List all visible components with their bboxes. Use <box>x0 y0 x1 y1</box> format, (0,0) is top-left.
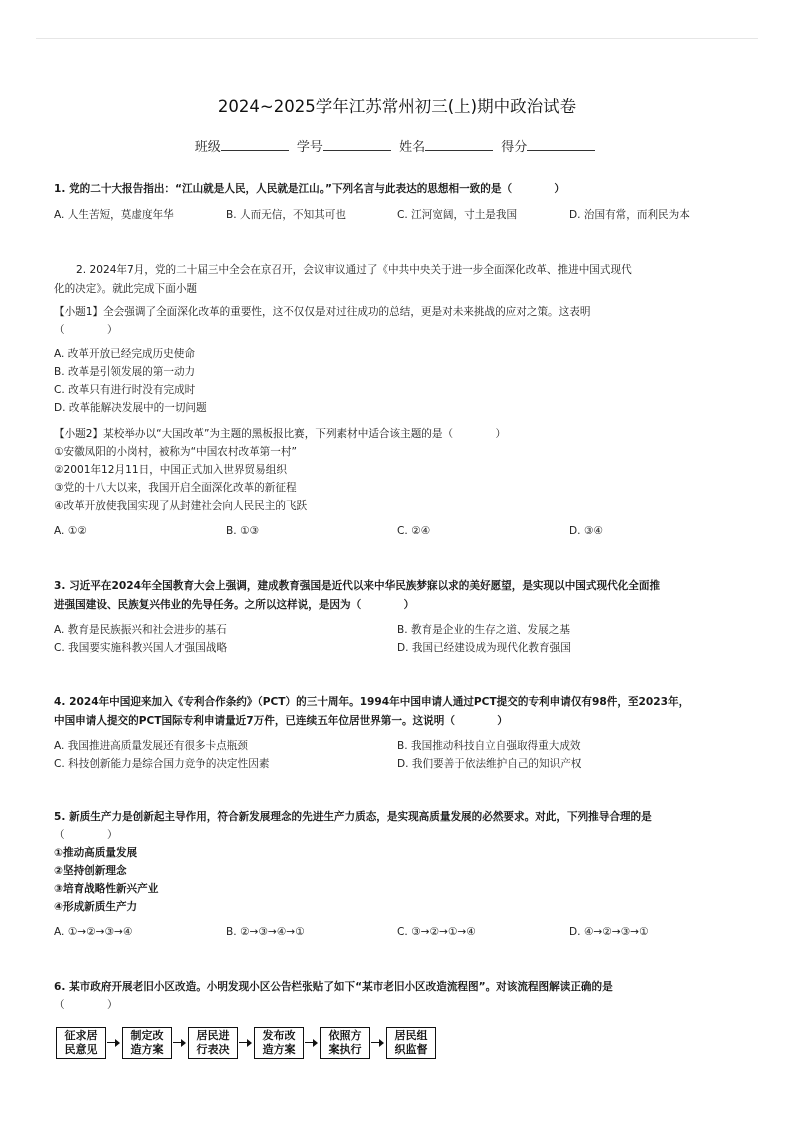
score-label: 得分 <box>501 140 528 155</box>
header-divider <box>36 38 758 39</box>
q5-stem-line2: （ ） <box>54 829 118 841</box>
q4-stem-line1: 4. 2024年中国迎来加入《专利合作条约》（PCT）的三十周年。1994年中国申请人通过PCT提交的专利申请仅有98件，至2023年， <box>54 696 690 708</box>
number-blank <box>323 138 391 151</box>
q5-item-3: ③培育战略性新兴产业 <box>54 883 159 895</box>
q6-stem-line2: （ ） <box>54 999 118 1011</box>
number-label: 学号 <box>296 140 323 155</box>
flow-step-6: 居民组 织监督 <box>386 1027 436 1059</box>
q2-sub1-option-d: D. 改革能解决发展中的一切问题 <box>54 402 207 414</box>
flow-step-5: 依照方 案执行 <box>320 1027 370 1059</box>
q5-item-1: ①推动高质量发展 <box>54 847 138 859</box>
name-blank <box>425 138 493 151</box>
flow-step-2: 制定改 造方案 <box>122 1027 172 1059</box>
q3-option-a: A. 教育是民族振兴和社会进步的基石 <box>54 624 227 636</box>
q2-stem-line2: 化的决定》。就此完成下面小题 <box>54 283 198 295</box>
q5-option-a: A. ①→②→③→④ <box>54 926 133 938</box>
q2-sub1-stem-line2: （ ） <box>54 324 118 336</box>
flow-arrow-icon <box>371 1038 385 1048</box>
q5-item-2: ②坚持创新理念 <box>54 865 127 877</box>
class-blank <box>221 138 289 151</box>
renovation-flowchart <box>56 1027 436 1059</box>
q2-sub2-item-4: ④改革开放使我国实现了从封建社会向人民民主的飞跃 <box>54 500 308 512</box>
q3-stem-line2: 进强国建设、民族复兴伟业的先导任务。之所以这样说，是因为（ ） <box>54 599 415 611</box>
q1-option-b: B. 人而无信，不知其可也 <box>226 209 346 221</box>
q5-option-b: B. ②→③→④→① <box>226 926 305 938</box>
q3-option-c: C. 我国要实施科教兴国人才强国战略 <box>54 642 228 654</box>
q5-option-d: D. ④→②→③→① <box>569 926 649 938</box>
exam-title: 2024~2025学年江苏常州初三(上)期中政治试卷 <box>217 97 577 116</box>
q4-option-b: B. 我国推动科技自立自强取得重大成效 <box>397 740 581 752</box>
q2-sub1-option-b: B. 改革是引领发展的第一动力 <box>54 366 196 378</box>
q5-stem-line1: 5. 新质生产力是创新起主导作用，符合新发展理念的先进生产力质态，是实现高质量发展的必然要求。对此，下列推导合理的是 <box>54 811 652 823</box>
q5-option-c: C. ③→②→①→④ <box>397 926 476 938</box>
flow-step-1: 征求居 民意见 <box>56 1027 106 1059</box>
q5-item-4: ④形成新质生产力 <box>54 901 138 913</box>
q2-sub2-stem: 【小题2】某校举办以“大国改革”为主题的黑板报比赛，下列素材中适合该主题的是（ ） <box>54 428 507 440</box>
q3-option-b: B. 教育是企业的生存之道、发展之基 <box>397 624 570 636</box>
q2-sub2-item-1: ①安徽凤阳的小岗村，被称为“中国农村改革第一村” <box>54 446 297 458</box>
q4-option-d: D. 我们要善于依法维护自己的知识产权 <box>397 758 582 770</box>
q2-sub1-option-a: A. 改革开放已经完成历史使命 <box>54 348 195 360</box>
q4-option-c: C. 科技创新能力是综合国力竞争的决定性因素 <box>54 758 270 770</box>
flow-arrow-icon <box>107 1038 121 1048</box>
flow-arrow-icon <box>173 1038 187 1048</box>
q4-option-a: A. 我国推进高质量发展还有很多卡点瓶颈 <box>54 740 248 752</box>
q2-sub2-option-d: D. ③④ <box>569 525 603 537</box>
q2-sub2-option-c: C. ②④ <box>397 525 431 537</box>
name-label: 姓名 <box>399 140 426 155</box>
q2-sub2-option-a: A. ①② <box>54 525 87 537</box>
q2-stem-line1: 2. 2024年7月，党的二十届三中全会在京召开，会议审议通过了《中共中央关于进一步全面深化改革、推进中国式现代 <box>76 264 632 276</box>
q1-option-d: D. 治国有常，而利民为本 <box>569 209 690 221</box>
flow-step-3: 居民进 行表决 <box>188 1027 238 1059</box>
flow-step-4: 发布改 造方案 <box>254 1027 304 1059</box>
q2-sub2-item-2: ②2001年12月11日，中国正式加入世界贸易组织 <box>54 464 287 476</box>
q1-option-a: A. 人生苦短，莫虚度年华 <box>54 209 174 221</box>
q2-sub1-option-c: C. 改革只有进行时没有完成时 <box>54 384 196 396</box>
score-blank <box>527 138 595 151</box>
student-info-line <box>0 136 794 155</box>
q2-sub2-option-b: B. ①③ <box>226 525 259 537</box>
q4-stem-line2: 中国申请人提交的PCT国际专利申请量近7万件，已连续五年位居世界第一。这说明（ ） <box>54 715 508 727</box>
flow-arrow-icon <box>305 1038 319 1048</box>
q3-stem-line1: 3. 习近平在2024年全国教育大会上强调，建成教育强国是近代以来中华民族梦寐以求的美好愿望，是实现以中国式现代化全面推 <box>54 580 661 592</box>
q1-stem: 1. 党的二十大报告指出：“江山就是人民，人民就是江山。”下列名言与此表达的思想相一致的是（ ） <box>54 183 566 195</box>
q1-option-c: C. 江河宽阔，寸土是我国 <box>397 209 518 221</box>
flow-arrow-icon <box>239 1038 253 1048</box>
q2-sub2-item-3: ③党的十八大以来，我国开启全面深化改革的新征程 <box>54 482 297 494</box>
class-label: 班级 <box>194 140 221 155</box>
q3-option-d: D. 我国已经建设成为现代化教育强国 <box>397 642 571 654</box>
q6-stem-line1: 6. 某市政府开展老旧小区改造。小明发现小区公告栏张贴了如下“某市老旧小区改造流程图”。对该流程图解读正确的是 <box>54 981 613 993</box>
q2-sub1-stem-line1: 【小题1】全会强调了全面深化改革的重要性，这不仅仅是对过往成功的总结，更是对未来挑战的应对之策。这表明 <box>54 306 591 318</box>
